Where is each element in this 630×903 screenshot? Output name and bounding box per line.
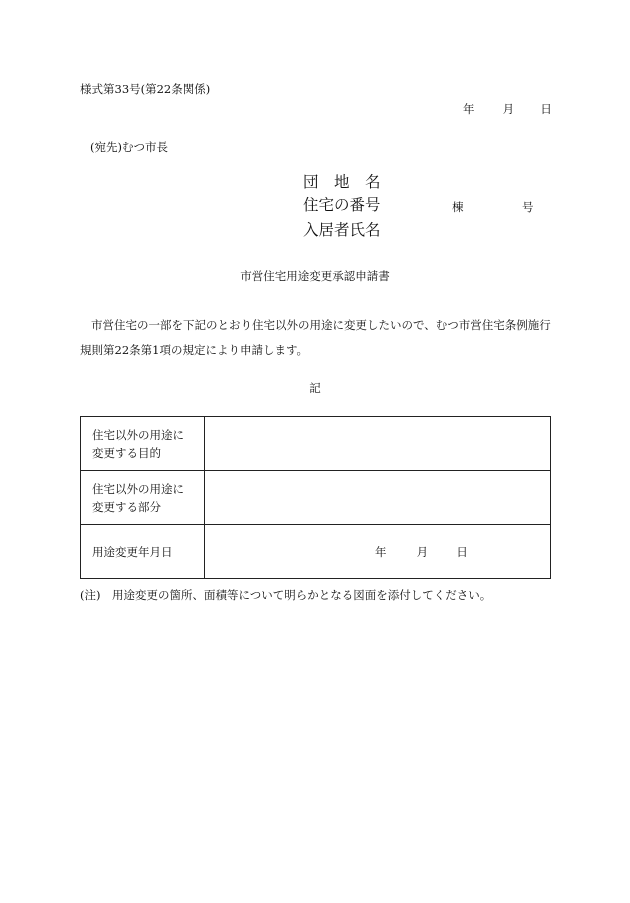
part-field[interactable]	[205, 471, 551, 525]
label-line: 用途変更年月日	[92, 544, 173, 559]
day-unit: 日	[456, 544, 468, 559]
table-row	[81, 525, 551, 579]
month-unit: 月	[502, 102, 515, 116]
purpose-label	[81, 417, 205, 471]
tenant-name-row	[303, 219, 381, 242]
part-label	[81, 471, 205, 525]
year-unit: 年	[375, 544, 387, 559]
submission-date	[463, 101, 552, 117]
ki-heading: 記	[309, 381, 321, 395]
label-line: 変更する目的	[92, 445, 161, 460]
form-number: 様式第33号(第22条関係)	[80, 82, 211, 96]
label-line: 変更する部分	[92, 499, 161, 514]
application-statement: 市営住宅の一部を下記のとおり住宅以外の用途に変更したいので、むつ市営住宅条例施行規則第22条第1項の規定により申請します。	[80, 318, 551, 357]
tenant-name-label: 入居者氏名	[303, 221, 381, 239]
day-unit: 日	[540, 102, 552, 116]
document-title: 市営住宅用途変更承認申請書	[240, 269, 390, 283]
label-line: 住宅以外の用途に	[92, 481, 184, 496]
month-unit: 月	[416, 544, 429, 559]
change-date-label	[81, 525, 205, 579]
estate-name-label: 団 地 名	[303, 173, 381, 191]
building-unit: 棟	[452, 200, 464, 214]
purpose-field[interactable]	[205, 417, 551, 471]
application-table	[80, 416, 551, 579]
change-date-field[interactable]	[205, 525, 551, 579]
table-row	[81, 417, 551, 471]
applicant-block	[303, 171, 534, 242]
change-date-units	[205, 544, 550, 560]
label-line: 住宅以外の用途に	[92, 427, 184, 442]
table-row	[81, 471, 551, 525]
year-unit: 年	[463, 102, 475, 116]
dwelling-number-row	[303, 194, 534, 217]
dwelling-number-label: 住宅の番号	[303, 196, 381, 214]
addressee: (宛先)むつ市長	[90, 140, 168, 154]
estate-name-row	[303, 171, 381, 194]
note: (注) 用途変更の箇所、面積等について明らかとなる図面を添付してください。	[80, 588, 492, 602]
number-unit: 号	[522, 200, 534, 214]
